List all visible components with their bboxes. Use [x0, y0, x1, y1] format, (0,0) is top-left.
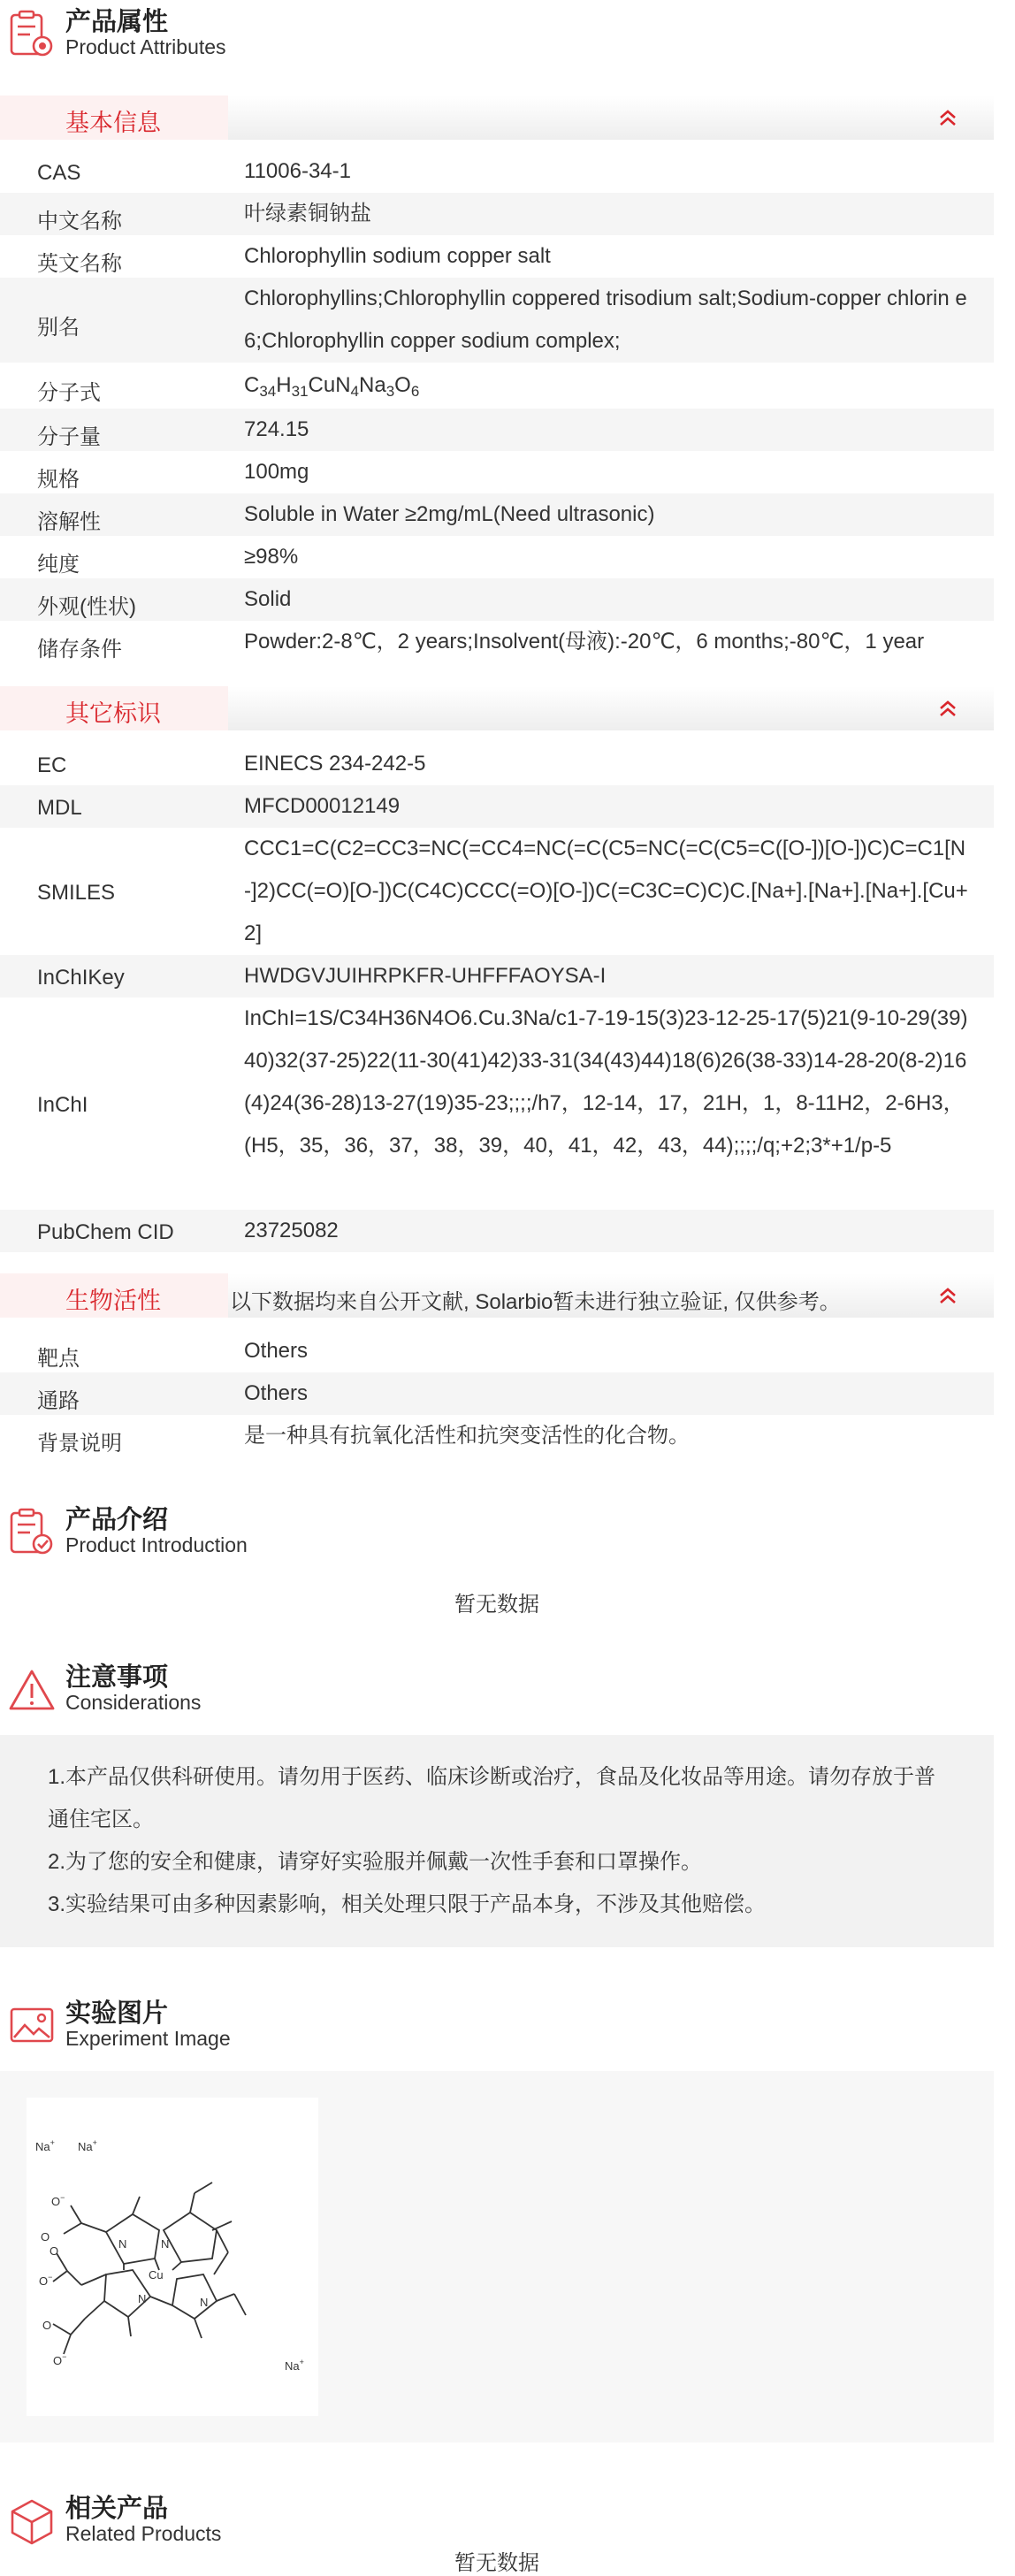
nitrogen-label: N [200, 2296, 209, 2309]
formula-element: C [244, 373, 260, 397]
attr-value: Others [244, 1339, 309, 1363]
formula-subscript: 4 [350, 383, 360, 400]
oxygen-label: O− [53, 2352, 67, 2367]
warning-icon [9, 1664, 55, 1714]
basic-info-header[interactable] [0, 96, 994, 140]
structure-image-card[interactable] [27, 2098, 318, 2416]
bio-activity-label: 生物活性 [65, 1288, 161, 1314]
attr-row-en-name [0, 235, 994, 278]
cube-icon [9, 2496, 55, 2545]
attr-value: 是一种具有抗氧化活性和抗突变活性的化合物。 [244, 1424, 690, 1448]
experiment-title-cn: 实验图片 [65, 1999, 169, 2028]
attr-value: MFCD00012149 [244, 794, 401, 818]
attr-key: 分子式 [37, 381, 101, 405]
id-row-inchi [0, 998, 994, 1210]
experiment-title-en: Experiment Image [65, 2027, 231, 2050]
considerations-title-en: Considerations [65, 1691, 202, 1714]
formula-subscript: 31 [291, 383, 309, 400]
introduction-title-cn: 产品介绍 [65, 1506, 169, 1534]
oxygen-label: O [42, 2319, 52, 2332]
nitrogen-label: N [118, 2237, 127, 2251]
attr-key: 规格 [37, 468, 80, 492]
introduction-empty: 暂无数据 [454, 1593, 539, 1617]
attr-row-alias [0, 278, 994, 363]
formula-subscript: 3 [385, 383, 395, 400]
attr-value: 11006-34-1 [244, 159, 351, 183]
attr-key: InChIKey [37, 966, 125, 990]
na-ion-label: Na+ [285, 2358, 304, 2373]
bio-row-pathway [0, 1372, 994, 1415]
attributes-icon [9, 9, 55, 58]
formula-subscript: 6 [410, 383, 420, 400]
attr-row-cas [0, 150, 994, 193]
attr-key: 储存条件 [37, 638, 122, 661]
other-ids-label: 其它标识 [65, 700, 161, 727]
attributes-title-en: Product Attributes [65, 35, 226, 58]
attr-key: 通路 [37, 1389, 80, 1413]
attr-key: 外观(性状) [37, 595, 136, 619]
attr-key: InChI [37, 1093, 88, 1117]
id-row-mdl [0, 785, 994, 828]
bio-activity-header[interactable] [0, 1273, 994, 1318]
attr-value: Chlorophyllin sodium copper salt [244, 244, 551, 268]
chemical-structure-image [27, 2098, 318, 2416]
attr-value: 23725082 [244, 1219, 339, 1242]
attr-row-purity [0, 536, 994, 578]
attr-value: 724.15 [244, 417, 309, 441]
id-row-inchikey [0, 955, 994, 998]
bio-disclaimer: 以下数据均来自公开文献, Solarbio暂未进行独立验证, 仅供参考。 [230, 1290, 841, 1314]
attr-value: HWDGVJUIHRPKFR-UHFFFAOYSA-I [244, 964, 607, 988]
bio-row-background [0, 1415, 994, 1457]
nitrogen-label: N [161, 2237, 170, 2251]
attr-value: Soluble in Water ≥2mg/mL(Need ultrasonic) [244, 502, 655, 526]
attr-value: CCC1=C(C2=CC3=NC(=CC4=NC(=C(C5=NC(=C(C5=C([O-])[O-])C)C=C1[N-]2)CC(=O)[O-])C(C4C)CCC(=O)[O-])C(=C3C=C)C)C.[Na+].[Na+].[Na+].[Cu+2] [244, 837, 968, 945]
attr-key: 靶点 [37, 1347, 80, 1371]
nitrogen-label: N [138, 2292, 147, 2305]
oxygen-label: O− [39, 2273, 53, 2288]
document-check-icon [9, 1507, 55, 1556]
na-ion-label: Na+ [35, 2138, 55, 2153]
related-empty: 暂无数据 [454, 2551, 539, 2575]
na-ion-label: Na+ [78, 2138, 97, 2153]
attributes-heading [0, 0, 1015, 71]
experiment-heading [0, 1991, 1015, 2062]
bio-row-target [0, 1330, 994, 1372]
attr-value: Solid [244, 587, 292, 611]
attr-value: InChI=1S/C34H36N4O6.Cu.3Na/c1-7-19-15(3)23-12-25-17(5)21(9-10-29(39)40)32(37-25)22(11-30(41)42)33-31(34(43)44)18(6)26(38-33)14-28-20(8-2)16(4)24(36-28)13-27(19)35-23;;;;/h7，12-14，17，21H，1，8-11H2，2-6H3，(H5，35，36，37，38，39，40，41，42，43，44);;;;/q;+2;3*+1/p-5 [244, 1006, 968, 1158]
attr-key: 英文名称 [37, 252, 122, 276]
attr-key: 分子量 [37, 425, 101, 449]
considerations-panel [0, 1735, 994, 1947]
attr-value: ≥98% [244, 545, 299, 569]
introduction-heading [0, 1498, 1015, 1569]
attr-row-mw [0, 409, 994, 451]
attr-value: Powder:2-8℃，2 years;Insolvent(母液):-20℃，6 months;-80℃，1 year [244, 630, 925, 654]
basic-info-label: 基本信息 [65, 110, 161, 136]
id-row-smiles [0, 828, 994, 955]
id-row-ec [0, 743, 994, 785]
attr-value: Chlorophyllins;Chlorophyllin coppered trisodium salt;Sodium-copper chlorin e6;Chlorophyllin copper sodium complex; [244, 287, 967, 353]
attr-key: 溶解性 [37, 510, 101, 534]
attr-key: PubChem CID [37, 1220, 174, 1244]
related-title-cn: 相关产品 [65, 2495, 169, 2523]
attr-row-solubility [0, 493, 994, 536]
oxygen-label: O [41, 2230, 50, 2243]
notice-item: 1.本产品仅供科研使用。请勿用于医药、临床诊断或治疗，食品及化妆品等用途。请勿存放于普通住宅区。 [48, 1765, 936, 1831]
attr-key: 纯度 [37, 553, 80, 577]
related-title-en: Related Products [65, 2522, 222, 2545]
attr-row-spec [0, 451, 994, 493]
formula-subscript: 34 [259, 383, 277, 400]
attr-value: 叶绿素铜钠盐 [244, 202, 371, 225]
notice-item: 3.实验结果可由多种因素影响，相关处理只限于产品本身，不涉及其他赔偿。 [48, 1892, 767, 1916]
attr-row-cn-name [0, 193, 994, 235]
id-row-pubchem [0, 1210, 994, 1252]
oxygen-label: O− [51, 2193, 65, 2208]
attr-key: CAS [37, 161, 81, 185]
formula-element: O [394, 373, 411, 397]
attr-value: Others [244, 1381, 309, 1405]
formula-element: H [276, 373, 292, 397]
copper-label: Cu [149, 2268, 164, 2282]
attributes-title-cn: 产品属性 [65, 8, 169, 36]
collapse-chevron-icon[interactable] [937, 107, 958, 128]
attr-key: SMILES [37, 881, 116, 905]
formula-element: CuN [308, 373, 351, 397]
attr-key: 中文名称 [37, 210, 122, 233]
attr-value: 100mg [244, 460, 309, 484]
considerations-title-cn: 注意事项 [65, 1663, 169, 1692]
bio-activity-label-box [0, 1273, 228, 1318]
notice-item: 2.为了您的安全和健康，请穿好实验服并佩戴一次性手套和口罩操作。 [48, 1850, 703, 1874]
attr-row-appearance [0, 578, 994, 621]
formula-element: Na [359, 373, 386, 397]
attr-key: 背景说明 [37, 1432, 122, 1456]
image-icon [9, 2000, 55, 2050]
attr-key: MDL [37, 796, 82, 820]
considerations-heading [0, 1655, 1015, 1726]
collapse-chevron-icon[interactable] [937, 698, 958, 719]
molecular-formula [244, 364, 969, 407]
introduction-title-en: Product Introduction [65, 1533, 248, 1556]
attr-row-storage [0, 621, 994, 663]
other-ids-label-box [0, 686, 228, 730]
attr-key: EC [37, 753, 67, 777]
oxygen-label: O [50, 2244, 59, 2258]
basic-info-label-box [0, 96, 228, 140]
other-ids-header[interactable] [0, 686, 994, 730]
collapse-chevron-icon[interactable] [937, 1285, 958, 1306]
attr-value: EINECS 234-242-5 [244, 752, 426, 776]
attr-key: 别名 [37, 316, 80, 340]
attr-row-formula [0, 363, 994, 409]
